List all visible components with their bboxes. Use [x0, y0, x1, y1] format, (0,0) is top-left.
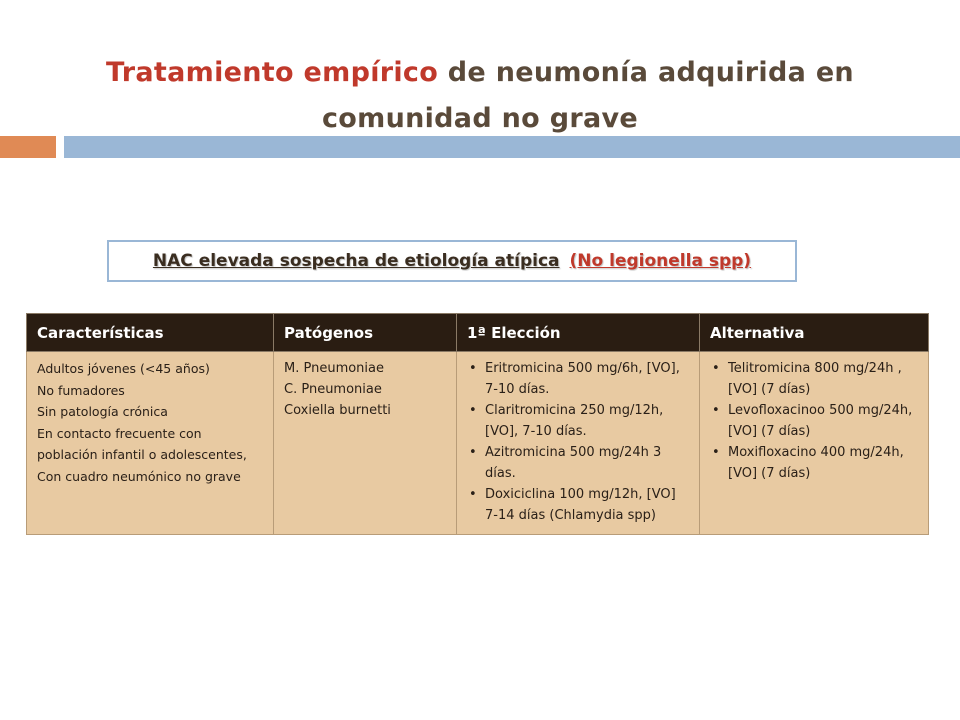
cell-caracteristicas — [27, 352, 274, 535]
slide-title — [60, 50, 900, 142]
caracteristica-item: No fumadores — [37, 382, 125, 398]
alternativa-item: • Telitromicina 800 mg/24h ,[VO] (7 días) — [726, 358, 918, 400]
eleccion-list — [467, 358, 689, 526]
eleccion-item: • Azitromicina 500 mg/24h 3 días. — [483, 442, 689, 484]
subtitle-box — [107, 240, 797, 282]
alternativa-list — [710, 358, 918, 484]
table-row — [27, 352, 929, 535]
header-eleccion: 1ª Elección — [457, 314, 700, 352]
patogeno-item: M. Pneumoniae — [284, 361, 385, 376]
alternativa-item: • Moxifloxacino 400 mg/24h, [VO] (7 días) — [726, 442, 918, 484]
subtitle-note: (No legionella spp) — [569, 251, 752, 271]
caracteristica-item: Sin patología crónica — [37, 404, 168, 419]
accent-bar-blue — [64, 136, 960, 158]
slide-title-rest: de neumonía adquirida en comunidad no grave — [321, 57, 854, 134]
subtitle-main: NAC elevada sospecha de etiología atípica — [152, 251, 560, 271]
cell-patogenos — [274, 352, 457, 535]
header-caracteristicas: Características — [27, 314, 274, 352]
header-patogenos: Patógenos — [274, 314, 457, 352]
patogeno-item: C. Pneumoniae — [284, 382, 382, 397]
accent-bar-orange — [0, 136, 56, 158]
patogeno-item: Coxiella burnetti — [284, 403, 391, 418]
header-alternativa: Alternativa — [700, 314, 929, 352]
eleccion-item: • Doxiciclina 100 mg/12h, [VO] 7-14 días (Chlamydia spp) — [483, 484, 689, 526]
caracteristica-item: Adultos jóvenes (<45 años) — [37, 361, 210, 376]
alternativa-item: • Levofloxacinoo 500 mg/24h, [VO] (7 días) — [726, 400, 918, 442]
table-header-row — [27, 314, 929, 352]
cell-alternativa — [700, 352, 929, 535]
treatment-table — [26, 313, 929, 535]
cell-eleccion — [457, 352, 700, 535]
eleccion-item: • Claritromicina 250 mg/12h, [VO], 7-10 días. — [483, 400, 689, 442]
caracteristica-item: Con cuadro neumónico no grave — [37, 468, 241, 484]
slide-title-highlight: Tratamiento empírico — [106, 57, 439, 88]
caracteristica-item: En contacto frecuente con población infantil o adolescentes, — [37, 425, 247, 462]
eleccion-item: • Eritromicina 500 mg/6h, [VO], 7-10 días. — [483, 358, 689, 400]
